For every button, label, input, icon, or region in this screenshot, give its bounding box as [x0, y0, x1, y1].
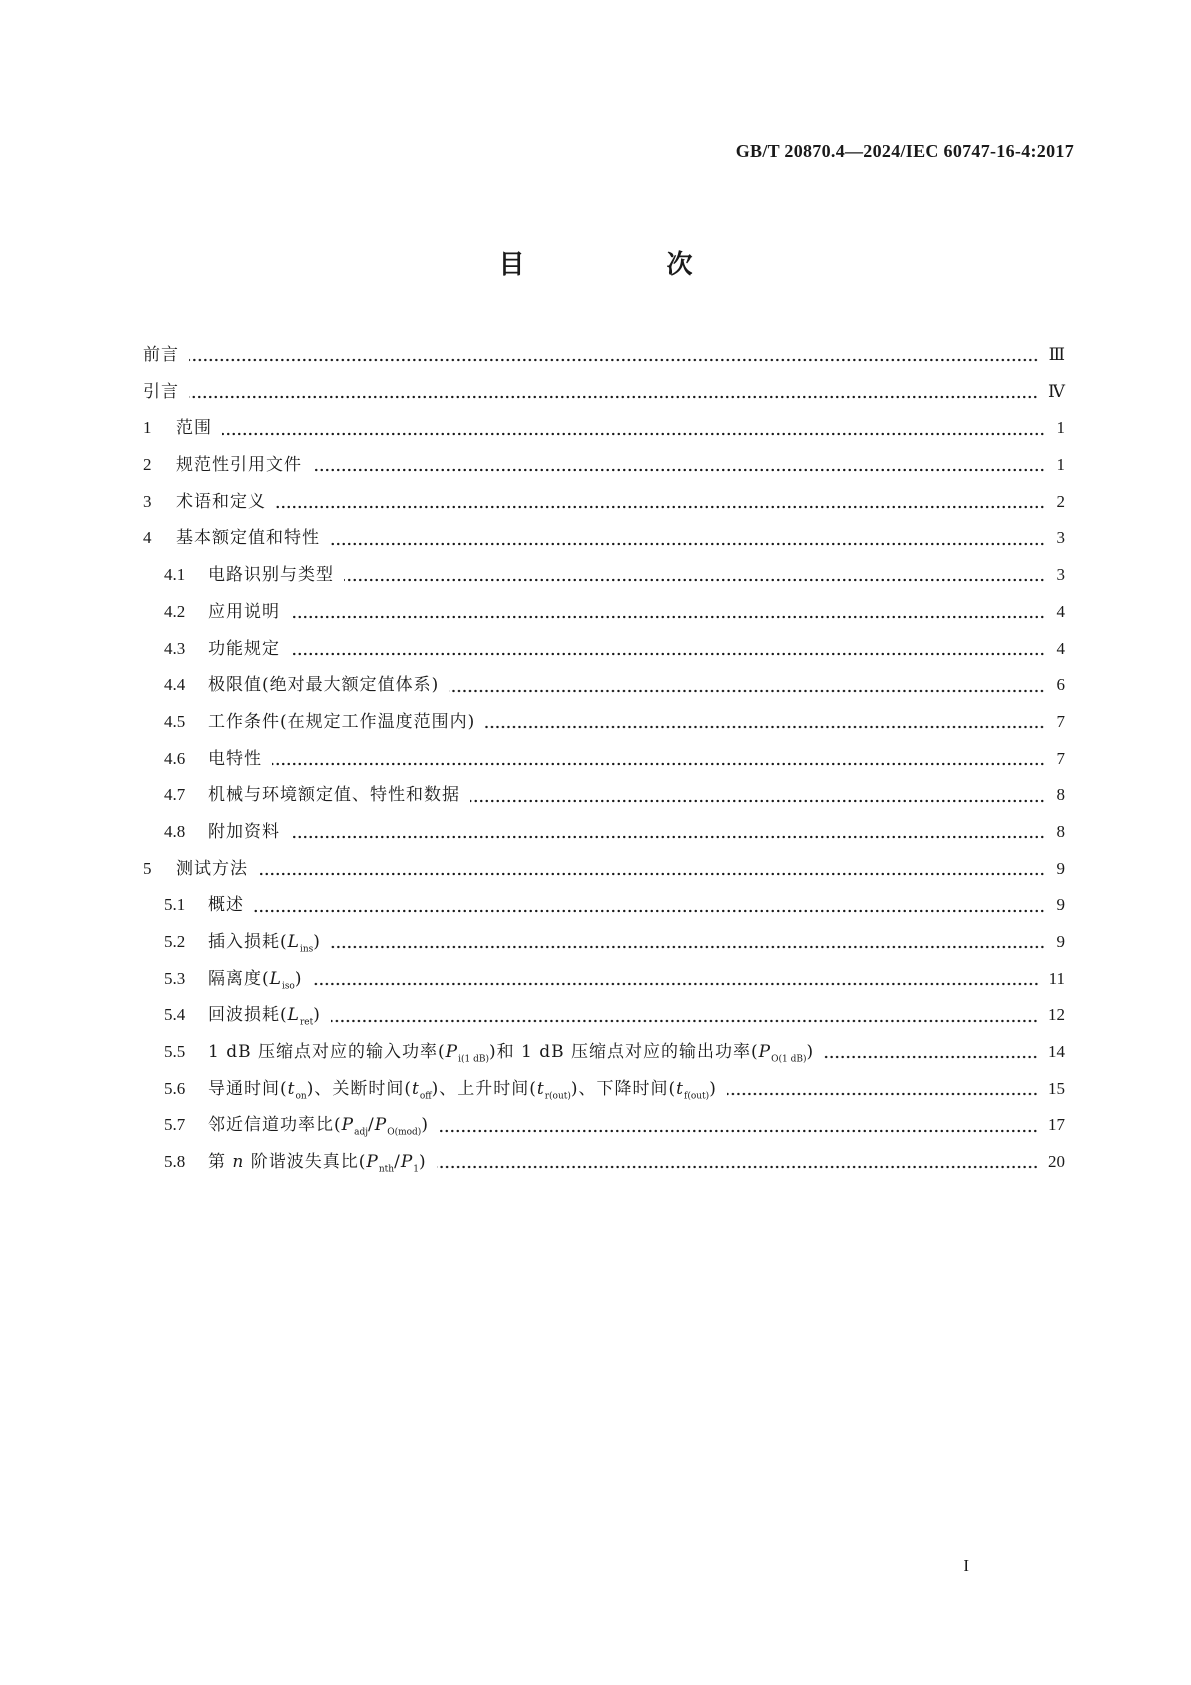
toc-entry-page: 17 [1048, 1115, 1065, 1135]
toc-entry-page: 3 [1056, 528, 1065, 548]
symbol: t [411, 1078, 420, 1099]
symbol-subscript: 1 [413, 1164, 419, 1175]
dot-leader [449, 689, 1045, 693]
symbol: P [366, 1152, 379, 1173]
toc-entry-5-4[interactable] [143, 1000, 1065, 1037]
toc-entry-title: 工作条件(在规定工作温度范围内) [208, 711, 476, 732]
dot-leader [485, 725, 1045, 729]
toc-entry-title: 引言 [143, 381, 179, 402]
title-text: ) [419, 1152, 427, 1173]
symbol: L [269, 968, 282, 989]
toc-entry-4-4[interactable] [143, 670, 1065, 707]
title-text: )和 1 dB 压缩点对应的输出功率( [488, 1042, 759, 1063]
toc-entry-title: 机械与环境额定值、特性和数据 [208, 785, 460, 806]
dot-leader [276, 505, 1045, 509]
symbol-subscript: adj [354, 1127, 369, 1138]
symbol-subscript: f(out) [684, 1091, 710, 1102]
symbol: P [445, 1042, 459, 1063]
toc-entry-number: 5.4 [164, 1005, 186, 1025]
dot-leader [344, 578, 1045, 582]
toc-entry-number: 4.1 [164, 565, 186, 585]
dot-leader [189, 358, 1039, 362]
toc-entry-page: 1 [1056, 418, 1065, 438]
toc-entry-page: 2 [1056, 491, 1065, 511]
toc-entry-number: 5.8 [164, 1152, 186, 1172]
toc-entry-5-5[interactable] [143, 1037, 1065, 1074]
toc-entry-4-8[interactable] [143, 817, 1065, 854]
toc-entry-number: 4.5 [164, 711, 186, 731]
title-text: 邻近信道功率比( [208, 1115, 342, 1136]
dot-leader [330, 542, 1045, 546]
title-text: 阶谐波失真比( [244, 1152, 367, 1173]
toc-entry-5-8[interactable] [143, 1147, 1065, 1184]
title-text: )、关断时间( [306, 1078, 412, 1099]
toc-entry-5-7[interactable] [143, 1110, 1065, 1147]
dot-leader [470, 799, 1045, 803]
toc-entry-page: 7 [1056, 748, 1065, 768]
standard-code: GB/T 20870.4—2024/IEC 60747-16-4:2017 [735, 141, 1074, 161]
title-text: / [368, 1115, 375, 1136]
toc-entry-1[interactable] [143, 413, 1065, 450]
symbol-subscript: r(out) [544, 1091, 571, 1102]
toc-entry-title: 极限值(绝对最大额定值体系) [208, 675, 440, 696]
title-text: 插入损耗( [208, 932, 288, 952]
toc-title: 目 次 [498, 250, 751, 280]
toc-entry-title: 范围 [176, 418, 212, 439]
toc-entry-foreword[interactable] [143, 340, 1065, 377]
toc-entry-page: 6 [1056, 675, 1065, 695]
dot-leader [272, 762, 1045, 766]
toc-entry-number: 5.3 [164, 968, 186, 988]
toc-entry-number: 5.7 [164, 1115, 186, 1135]
toc-entry-5-3[interactable] [143, 964, 1065, 1001]
toc-entry-title: 应用说明 [208, 601, 280, 622]
toc-entry-number: 4.7 [164, 785, 186, 805]
toc-entry-5-1[interactable] [143, 890, 1065, 927]
dot-leader [258, 872, 1045, 876]
symbol: t [536, 1078, 545, 1099]
toc-entry-4-7[interactable] [143, 780, 1065, 817]
toc-entry-page: 9 [1056, 932, 1065, 951]
toc-entry-title: 前言 [143, 345, 179, 365]
title-text: )、上升时间( [431, 1078, 537, 1099]
symbol-subscript: iso [281, 981, 295, 992]
toc-entry-4-6[interactable] [143, 744, 1065, 781]
title-text: ) [313, 932, 321, 952]
toc-entry-page: Ⅳ [1048, 381, 1065, 401]
title-text: )、下降时间( [570, 1078, 677, 1099]
toc-entry-title [208, 1037, 814, 1064]
toc-entry-page: 8 [1056, 785, 1065, 805]
toc-entry-number: 5.5 [164, 1042, 186, 1062]
toc-entry-4-3[interactable] [143, 634, 1065, 671]
symbol: t [676, 1078, 684, 1099]
dot-leader [222, 432, 1045, 436]
toc-entry-number: 2 [143, 455, 152, 475]
toc-entry-number: 5.1 [164, 895, 186, 915]
title-text: ) [294, 968, 303, 989]
symbol: P [758, 1042, 772, 1063]
toc-entry-4[interactable] [143, 523, 1065, 560]
toc-entry-page: Ⅲ [1048, 345, 1065, 364]
toc-entry-4-1[interactable] [143, 560, 1065, 597]
toc-entry-title [208, 964, 303, 991]
toc-entry-page: 3 [1056, 565, 1065, 585]
toc-entry-page: 4 [1056, 638, 1065, 658]
toc-entry-5-6[interactable] [143, 1074, 1065, 1111]
toc-entry-title: 概述 [208, 895, 244, 916]
symbol: P [400, 1152, 414, 1173]
toc-entry-number: 4.2 [164, 601, 186, 621]
dot-leader [439, 1129, 1038, 1133]
toc-entry-page: 12 [1048, 1005, 1065, 1025]
dot-leader [290, 615, 1045, 619]
symbol: P [374, 1115, 388, 1136]
title-text: 导通时间( [208, 1078, 288, 1099]
title-text: ) [421, 1115, 429, 1136]
title-text: / [394, 1152, 401, 1173]
symbol: n [232, 1152, 245, 1173]
symbol: P [341, 1115, 355, 1136]
toc-entry-title: 规范性引用文件 [176, 455, 302, 476]
title-text: 隔离度( [208, 968, 270, 989]
symbol-subscript: O(1 dB) [771, 1054, 807, 1065]
toc-entry-title [208, 1110, 429, 1137]
dot-leader [331, 1019, 1038, 1023]
toc-entry-title [208, 1074, 717, 1101]
symbol-subscript: O(mod) [387, 1127, 422, 1138]
dot-leader [313, 982, 1039, 986]
toc-entry-number: 4.6 [164, 748, 186, 768]
toc-entry-page: 11 [1048, 968, 1065, 988]
toc-entry-3[interactable] [143, 487, 1065, 524]
toc-entry-page: 4 [1056, 601, 1065, 621]
symbol-subscript: on [295, 1091, 307, 1102]
toc-entry-number: 5.6 [164, 1078, 186, 1098]
page-folio: I [963, 1556, 969, 1575]
toc-entry-title: 电路识别与类型 [208, 565, 334, 586]
toc-entry-number: 5.2 [164, 932, 186, 951]
toc-entry-page: 15 [1048, 1078, 1065, 1098]
symbol: L [287, 1005, 300, 1026]
toc-entry-title: 电特性 [208, 748, 262, 769]
toc-entry-page: 8 [1056, 821, 1065, 841]
title-text: 第 [208, 1152, 233, 1173]
dot-leader [437, 1165, 1038, 1169]
toc-entry-page: 9 [1056, 895, 1065, 915]
toc-entry-5[interactable] [143, 854, 1065, 891]
toc-entry-page: 14 [1048, 1042, 1065, 1062]
toc-entry-number: 1 [143, 418, 152, 438]
toc-entry-number: 4.3 [164, 638, 186, 658]
symbol-subscript: i(1 dB) [458, 1054, 489, 1065]
toc-entry-page: 20 [1048, 1152, 1065, 1172]
toc-entry-page: 9 [1056, 858, 1065, 878]
toc-entry-title: 附加资料 [208, 821, 280, 842]
table-of-contents [143, 340, 1065, 1184]
title-text: ) [313, 1005, 321, 1026]
dot-leader [312, 468, 1045, 472]
toc-entry-introduction[interactable] [143, 377, 1065, 414]
dot-leader [824, 1055, 1038, 1059]
dot-leader [189, 395, 1038, 399]
symbol-subscript: ins [299, 944, 314, 955]
toc-entry-5-2[interactable] [143, 927, 1065, 964]
symbol: t [287, 1078, 296, 1099]
symbol-subscript: ret [299, 1017, 314, 1028]
title-text: 1 dB 压缩点对应的输入功率( [208, 1042, 446, 1063]
toc-entry-number: 3 [143, 491, 152, 511]
symbol-subscript: off [419, 1091, 432, 1102]
toc-entry-title: 测试方法 [176, 858, 248, 879]
toc-entry-title [208, 1147, 427, 1174]
title-text: 回波损耗( [208, 1005, 288, 1026]
toc-entry-4-5[interactable] [143, 707, 1065, 744]
dot-leader [290, 835, 1045, 839]
toc-entry-4-2[interactable] [143, 597, 1065, 634]
toc-entry-2[interactable] [143, 450, 1065, 487]
toc-entry-page: 1 [1056, 455, 1065, 475]
toc-entry-title: 基本额定值和特性 [176, 528, 320, 549]
toc-entry-title [208, 927, 321, 954]
toc-entry-number: 5 [143, 858, 152, 878]
dot-leader [727, 1092, 1038, 1096]
toc-entry-number: 4.8 [164, 821, 186, 841]
toc-entry-title: 术语和定义 [176, 491, 266, 512]
toc-entry-title [208, 1000, 321, 1027]
title-text: ) [709, 1078, 717, 1099]
title-text: ) [806, 1042, 815, 1063]
toc-entry-page: 7 [1056, 711, 1065, 731]
symbol-subscript: nth [378, 1164, 395, 1175]
dot-leader [331, 945, 1045, 949]
toc-entry-title: 功能规定 [208, 638, 280, 659]
toc-entry-number: 4 [143, 528, 152, 548]
dot-leader [290, 652, 1045, 656]
toc-entry-number: 4.4 [164, 675, 186, 695]
symbol: L [287, 932, 300, 952]
dot-leader [254, 909, 1045, 913]
